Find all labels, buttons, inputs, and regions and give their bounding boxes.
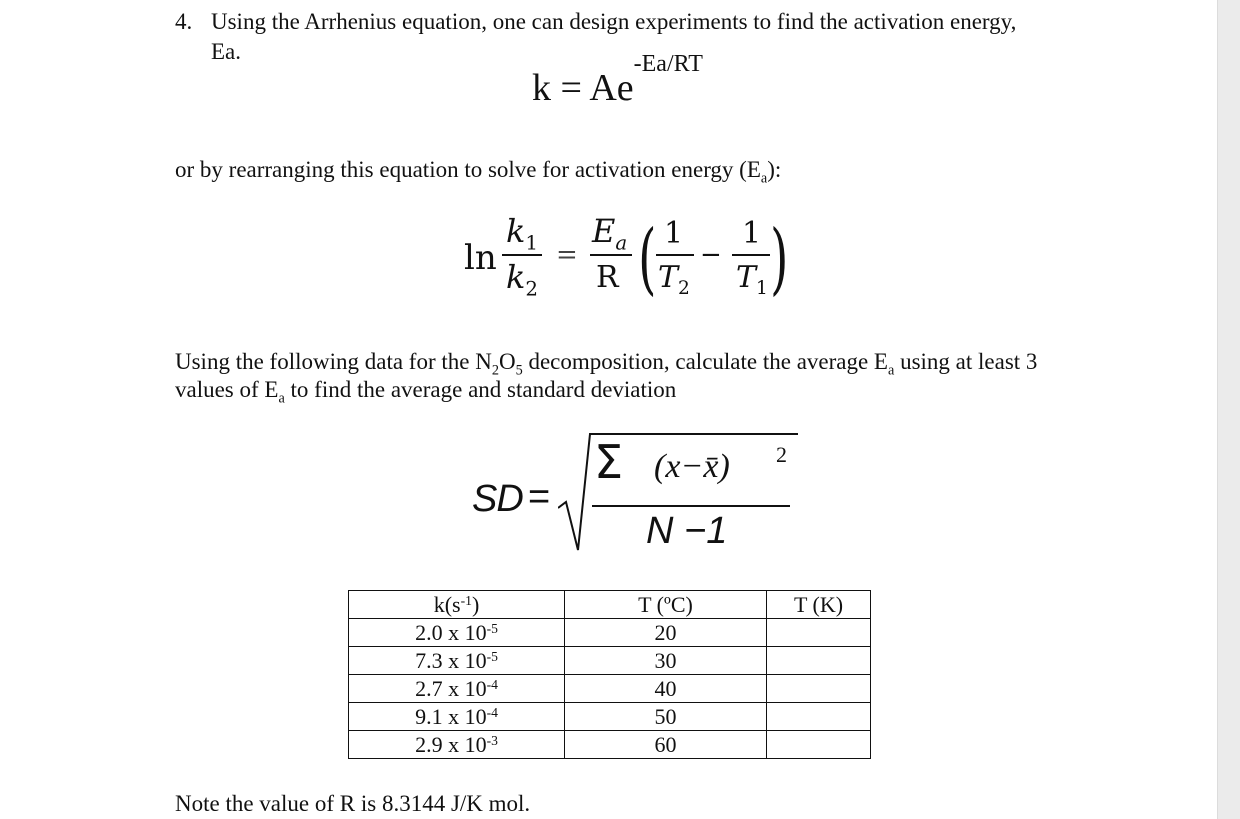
rearrange-text xyxy=(175,156,782,187)
question-intro-line1: Using the Arrhenius equation, one can design experiments to find the activation energy, xyxy=(211,9,1017,34)
ln-symbol: ln xyxy=(464,238,497,278)
right-paren: ) xyxy=(770,214,789,304)
cell-t-c: 60 xyxy=(565,731,767,759)
table-row xyxy=(349,703,871,731)
ln-ea: $E_a$ xyxy=(592,212,628,255)
question-intro-line2: Ea. xyxy=(211,39,242,64)
cell-t-c: 20 xyxy=(565,619,767,647)
ln-k2: $k_2$ xyxy=(506,258,539,301)
data-table xyxy=(348,590,871,759)
instructions-line2: values of $E_a$ to find the average and standard deviation xyxy=(175,377,677,407)
ln-minus: − xyxy=(700,240,722,270)
rearrange-text-end: ): xyxy=(767,157,782,182)
ln-r: R xyxy=(596,260,619,295)
ln-t1: $T_1$ xyxy=(736,260,768,299)
sigma-symbol: Σ xyxy=(594,435,624,489)
ln-frac-bar-1 xyxy=(502,254,542,256)
table-row xyxy=(349,619,871,647)
ln-k1: $k_1$ xyxy=(506,212,539,255)
cell-t-c: 50 xyxy=(565,703,767,731)
sd-frac-bar xyxy=(592,505,790,507)
instructions-line1: Using the following data for the $N_2O_5$ decomposition, calculate the average $E_a$ using at least 3 xyxy=(175,349,1038,379)
ln-t2: $T_2$ xyxy=(658,260,690,299)
rearrange-text-main: or by rearranging this equation to solve for activation energy (E xyxy=(175,157,761,182)
rearrange-sub: a xyxy=(760,170,768,187)
ln-frac-bar-2 xyxy=(590,254,632,256)
table-header-row xyxy=(349,591,871,619)
cell-k: 9.1 x $10^{-4}$ xyxy=(349,703,565,731)
cell-t-c: 40 xyxy=(565,675,767,703)
left-paren: ( xyxy=(638,214,657,304)
sd-formula xyxy=(470,430,800,560)
cell-k: 7.3 x $10^{-5}$ xyxy=(349,647,565,675)
cell-t-c: 30 xyxy=(565,647,767,675)
ln-frac-bar-4 xyxy=(732,254,770,256)
header-t-k: T (K) xyxy=(767,591,871,619)
arrhenius-lhs: k = Ae xyxy=(532,67,634,109)
header-t-c: T (ºC) xyxy=(565,591,767,619)
cell-t-k[interactable] xyxy=(767,731,871,759)
cell-t-k[interactable] xyxy=(767,647,871,675)
ln-frac-bar-3 xyxy=(656,254,694,256)
sd-lhs: SD xyxy=(472,478,523,520)
ln-equals: = xyxy=(556,240,578,270)
header-k: $k(s^{-1})$ xyxy=(349,591,565,619)
question-number: 4. xyxy=(175,9,193,34)
cell-t-k[interactable] xyxy=(767,703,871,731)
cell-t-k[interactable] xyxy=(767,619,871,647)
table-row xyxy=(349,731,871,759)
ln-one-a: 1 xyxy=(664,216,684,251)
table-row xyxy=(349,675,871,703)
cell-k: 2.9 x $10^{-3}$ xyxy=(349,731,565,759)
arrhenius-equation xyxy=(532,51,703,110)
cell-k: 2.0 x $10^{-5}$ xyxy=(349,619,565,647)
note-text: Note the value of R is 8.3144 J/K mol. xyxy=(175,791,531,816)
ln-one-b: 1 xyxy=(742,216,762,251)
cell-t-k[interactable] xyxy=(767,675,871,703)
table-row xyxy=(349,647,871,675)
sd-power: 2 xyxy=(776,442,787,467)
sd-numerator: (x−x̄) xyxy=(654,448,730,485)
arrhenius-exponent: -Ea/RT xyxy=(633,51,703,77)
sd-denominator: N −1 xyxy=(646,510,728,552)
vertical-scrollbar[interactable] xyxy=(1217,0,1240,819)
sd-equals: = xyxy=(528,476,551,518)
cell-k: 2.7 x $10^{-4}$ xyxy=(349,675,565,703)
